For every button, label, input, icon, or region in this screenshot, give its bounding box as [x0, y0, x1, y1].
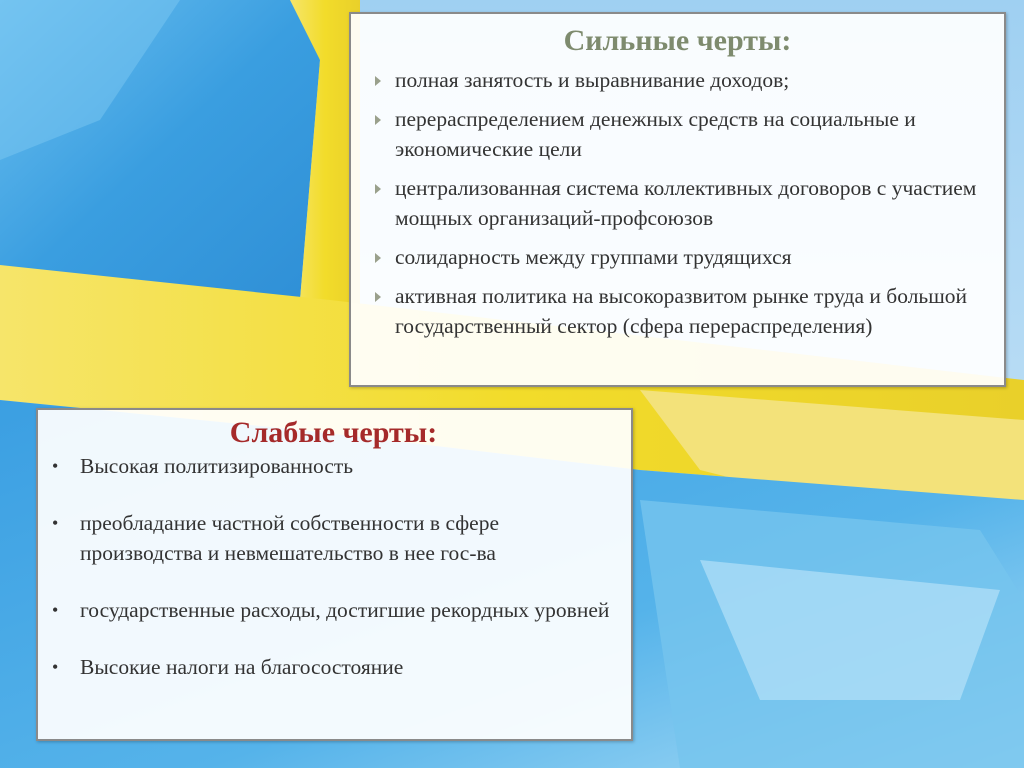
list-item [365, 65, 990, 95]
list-item [48, 451, 619, 481]
triangle-bullet-icon [375, 76, 381, 86]
triangle-bullet-icon [375, 115, 381, 125]
dot-bullet-icon: • [52, 513, 59, 533]
list-item-text: солидарность между группами трудящихся [395, 245, 792, 269]
list-item-text: Высокие налоги на благосостояние [80, 655, 404, 679]
list-item-text: активная политика на высокоразвитом рынке труда и большой государственный сектор (сфера перераспределения) [395, 284, 968, 338]
strong-features-list [365, 65, 990, 341]
list-item-text: преобладание частной собственности в сфере производства и невмешательство в нее гос-ва [80, 511, 500, 565]
triangle-bullet-icon [375, 184, 381, 194]
weak-features-panel [36, 408, 633, 741]
weak-features-title: Слабые черты: [229, 416, 438, 449]
list-item [365, 104, 990, 164]
list-item [365, 242, 990, 272]
list-item [48, 652, 619, 682]
strong-features-panel [349, 12, 1006, 387]
list-item-text: полная занятость и выравнивание доходов; [395, 68, 790, 92]
dot-bullet-icon: • [52, 600, 59, 620]
list-item-text: централизованная система коллективных договоров с участием мощных организаций-профсоюзов [395, 176, 977, 230]
list-item-text: Высокая политизированность [80, 454, 354, 478]
dot-bullet-icon: • [52, 456, 59, 476]
weak-features-list [48, 451, 619, 682]
triangle-bullet-icon [375, 292, 381, 302]
list-item [365, 281, 990, 341]
list-item-text: перераспределением денежных средств на социальные и экономические цели [395, 107, 916, 161]
list-item [365, 173, 990, 233]
list-item-text: государственные расходы, достигшие рекордных уровней [80, 598, 610, 622]
list-item [48, 508, 619, 568]
strong-features-title: Сильные черты: [563, 24, 792, 57]
list-item [48, 595, 619, 625]
triangle-bullet-icon [375, 253, 381, 263]
dot-bullet-icon: • [52, 657, 59, 677]
